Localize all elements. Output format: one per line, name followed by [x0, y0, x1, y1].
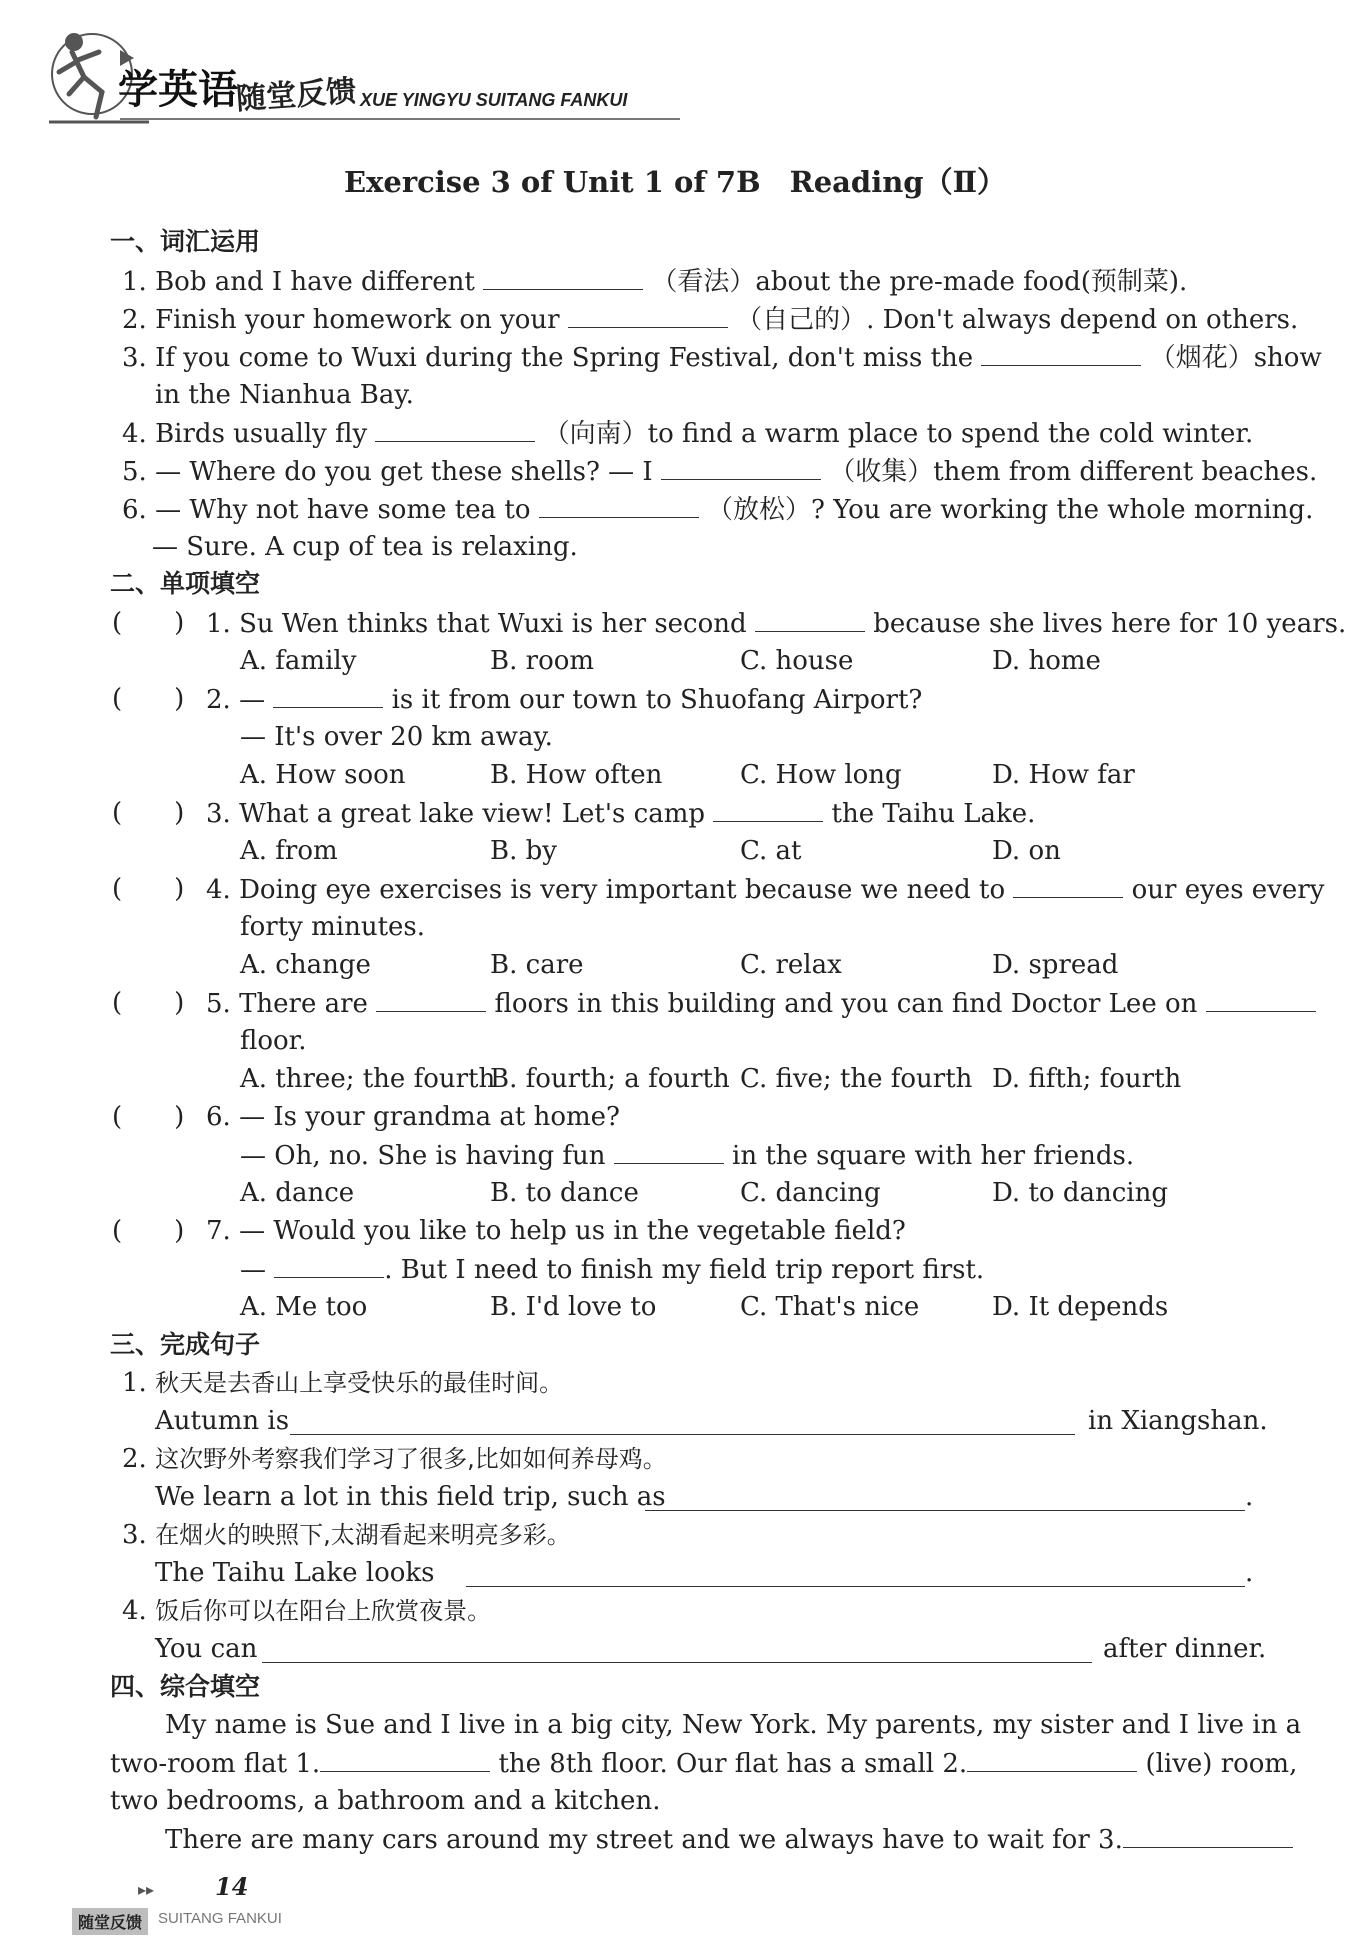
translate-item-3-en: The Taihu Lake looks — [155, 1558, 435, 1588]
choice-question-4: 4. Doing eye exercises is very important because we need to our eyes every — [206, 875, 1325, 905]
translate-item-4-end: after dinner. — [1103, 1634, 1267, 1664]
translate-item-4-cn: 4. 饭后你可以在阳台上欣赏夜景。 — [122, 1596, 492, 1626]
answer-line[interactable] — [466, 1562, 1245, 1587]
choice-bracket[interactable]: ( ) — [112, 988, 185, 1018]
choice-question-7: 7. — Would you like to help us in the vegetable field? — [206, 1216, 906, 1246]
cloze-blank-1[interactable]: 1. — [295, 1749, 490, 1779]
vocab-item-4: 4. Birds usually fly （向南）to find a warm place to spend the cold winter. — [122, 419, 1254, 449]
section-3-title: 三、完成句子 — [110, 1330, 261, 1359]
option-c[interactable]: C. That's nice — [740, 1292, 920, 1322]
answer-blank[interactable] — [713, 797, 823, 822]
answer-line[interactable] — [645, 1486, 1245, 1511]
translate-item-2-end: . — [1245, 1482, 1254, 1512]
option-d[interactable]: D. spread — [992, 950, 1119, 980]
option-c[interactable]: C. How long — [740, 760, 902, 790]
choice-question-6: 6. — Is your grandma at home? — [206, 1102, 620, 1132]
answer-blank[interactable] — [614, 1139, 724, 1164]
option-b[interactable]: B. care — [490, 950, 584, 980]
vocab-item-3: 3. If you come to Wuxi during the Spring Festival, don't miss the （烟花）show — [122, 343, 1322, 373]
translate-item-1-cn: 1. 秋天是去香山上享受快乐的最佳时间。 — [122, 1368, 564, 1398]
answer-line[interactable] — [290, 1410, 1075, 1435]
choice-bracket[interactable]: ( ) — [112, 1216, 185, 1246]
cloze-blank-3[interactable]: 3. — [1098, 1825, 1293, 1855]
choice-question-6-reply: — Oh, no. She is having fun in the square with her friends. — [240, 1141, 1135, 1171]
choice-question-5-cont: floor. — [240, 1026, 307, 1056]
vocab-item-1: 1. Bob and I have different （看法）about the pre-made food(预制菜). — [122, 267, 1188, 297]
choice-bracket[interactable]: ( ) — [112, 684, 185, 714]
answer-blank[interactable] — [274, 1253, 384, 1278]
choice-bracket[interactable]: ( ) — [112, 1102, 185, 1132]
option-c[interactable]: C. relax — [740, 950, 842, 980]
cloze-line-3: two bedrooms, a bathroom and a kitchen. — [110, 1786, 661, 1816]
translate-item-2-cn: 2. 这次野外考察我们学习了很多,比如如何养母鸡。 — [122, 1444, 667, 1474]
vocab-item-6-reply: — Sure. A cup of tea is relaxing. — [152, 532, 578, 562]
choice-question-4-cont: forty minutes. — [240, 912, 426, 942]
option-a[interactable]: A. three; the fourth — [240, 1064, 496, 1094]
exercise-title: Exercise 3 of Unit 1 of 7B Reading（Ⅱ） — [343, 165, 1007, 199]
answer-blank[interactable] — [1206, 987, 1316, 1012]
option-a[interactable]: A. dance — [240, 1178, 355, 1208]
translate-item-4-en: You can — [155, 1634, 258, 1664]
header-underline — [120, 118, 680, 120]
vocab-item-2: 2. Finish your homework on your （自己的）. Don't always depend on others. — [122, 305, 1299, 335]
option-a[interactable]: A. family — [240, 646, 357, 676]
translate-item-3-cn: 3. 在烟火的映照下,太湖看起来明亮多彩。 — [122, 1520, 571, 1550]
cloze-blank-2[interactable]: 2. — [942, 1749, 1137, 1779]
translate-item-1-end: in Xiangshan. — [1088, 1406, 1268, 1436]
option-a[interactable]: A. How soon — [240, 760, 406, 790]
option-c[interactable]: C. house — [740, 646, 854, 676]
answer-blank[interactable] — [539, 493, 699, 518]
vocab-item-5: 5. — Where do you get these shells? — I （收集）them from different beaches. — [122, 457, 1318, 487]
choice-question-2: 2. — is it from our town to Shuofang Airport? — [206, 685, 923, 715]
vocab-item-3-cont: in the Nianhua Bay. — [155, 380, 414, 410]
answer-blank[interactable] — [755, 607, 865, 632]
choice-question-1: 1. Su Wen thinks that Wuxi is her second because she lives here for 10 years. — [206, 609, 1347, 639]
option-a[interactable]: A. from — [240, 836, 338, 866]
option-d[interactable]: D. fifth; fourth — [992, 1064, 1182, 1094]
answer-blank[interactable] — [375, 417, 535, 442]
cloze-line-2: two-room flat 1. the 8th floor. Our flat has a small 2. (live) room, — [110, 1749, 1298, 1779]
choice-bracket[interactable]: ( ) — [112, 874, 185, 904]
choice-question-2-reply: — It's over 20 km away. — [240, 722, 553, 752]
choice-question-5: 5. There are floors in this building and you can find Doctor Lee on — [206, 987, 1316, 1020]
option-d[interactable]: D. It depends — [992, 1292, 1169, 1322]
answer-blank[interactable] — [273, 683, 383, 708]
option-c[interactable]: C. dancing — [740, 1178, 881, 1208]
footer-arrow-icon: ▸▸ — [138, 1880, 155, 1899]
answer-blank[interactable] — [661, 455, 821, 480]
footer-label-en: SUITANG FANKUI — [158, 1910, 282, 1927]
cloze-line-1: My name is Sue and I live in a big city, New York. My parents, my sister and I live in a — [165, 1710, 1302, 1740]
option-b[interactable]: B. I'd love to — [490, 1292, 657, 1322]
option-d[interactable]: D. home — [992, 646, 1101, 676]
option-b[interactable]: B. How often — [490, 760, 663, 790]
choice-bracket[interactable]: ( ) — [112, 608, 185, 638]
answer-blank[interactable] — [568, 303, 728, 328]
translate-item-3-end: . — [1245, 1558, 1254, 1588]
option-c[interactable]: C. five; the fourth — [740, 1064, 973, 1094]
option-d[interactable]: D. How far — [992, 760, 1135, 790]
option-b[interactable]: B. by — [490, 836, 557, 866]
option-b[interactable]: B. to dance — [490, 1178, 639, 1208]
page-number: 14 — [215, 1872, 249, 1901]
translate-item-1-en: Autumn is — [155, 1406, 290, 1436]
vocab-item-6: 6. — Why not have some tea to （放松）? You are working the whole morning. — [122, 495, 1314, 525]
option-a[interactable]: A. change — [240, 950, 371, 980]
section-2-title: 二、单项填空 — [110, 569, 261, 598]
header-title-cn-sub: 随堂反馈 — [235, 73, 358, 118]
answer-blank[interactable] — [981, 341, 1141, 366]
answer-blank[interactable] — [1013, 873, 1123, 898]
answer-blank[interactable] — [483, 265, 643, 290]
choice-question-7-reply: — . But I need to finish my field trip report first. — [240, 1255, 985, 1285]
option-b[interactable]: B. room — [490, 646, 595, 676]
header-title-cn: 学英语 — [118, 67, 238, 113]
translate-item-2-en: We learn a lot in this field trip, such as — [155, 1482, 666, 1512]
answer-line[interactable] — [262, 1638, 1092, 1663]
header-title-en: XUE YINGYU SUITANG FANKUI — [360, 90, 628, 110]
section-1-title: 一、词汇运用 — [110, 227, 261, 256]
option-a[interactable]: A. Me too — [240, 1292, 368, 1322]
choice-question-3: 3. What a great lake view! Let's camp the Taihu Lake. — [206, 799, 1036, 829]
option-b[interactable]: B. fourth; a fourth — [490, 1064, 730, 1094]
cloze-line-4: There are many cars around my street and we always have to wait for 3. — [165, 1823, 1293, 1856]
option-c[interactable]: C. at — [740, 836, 802, 866]
section-4-title: 四、综合填空 — [110, 1672, 261, 1701]
option-d[interactable]: D. on — [992, 836, 1061, 866]
footer-label-cn: 随堂反馈 — [72, 1908, 148, 1935]
option-d[interactable]: D. to dancing — [992, 1178, 1168, 1208]
choice-bracket[interactable]: ( ) — [112, 798, 185, 828]
answer-blank[interactable] — [376, 987, 486, 1012]
